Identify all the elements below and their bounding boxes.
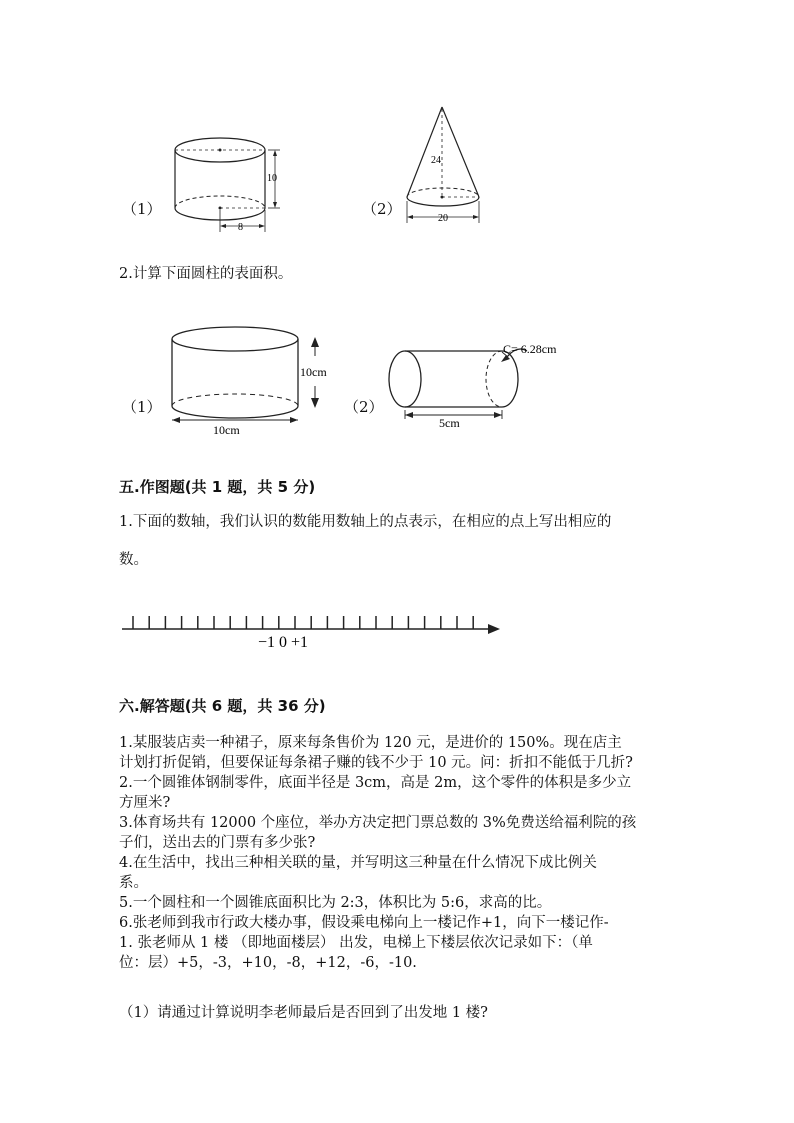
cone-diameter-label: 20 xyxy=(438,213,448,224)
question-line: 子们，送出去的门票有多少张? xyxy=(119,835,316,851)
figure-label-1: （1） xyxy=(122,200,162,218)
number-line-labels: −1 0 +1 xyxy=(258,634,309,651)
number-line-ticks xyxy=(133,616,473,629)
q2-figure-label-1: （1） xyxy=(122,398,162,416)
cone-figure xyxy=(400,105,500,230)
question-line: 2.一个圆锥体钢制零件，底面半径是 3cm，高是 2m，这个零件的体积是多少立 xyxy=(119,775,632,791)
cone-height-label: 24 xyxy=(431,155,441,166)
section-5-q1-line1: 1.下面的数轴，我们认识的数能用数轴上的点表示，在相应的点上写出相应的 xyxy=(119,514,612,530)
question-line: 6.张老师到我市行政大楼办事，假设乘电梯向上一楼记作+1，向下一楼记作- xyxy=(119,915,609,931)
cyl-radius-label: 8 xyxy=(238,222,243,233)
question-line: 位：层）+5，-3，+10，-8，+12，-6，-10. xyxy=(119,955,417,971)
cylinder-figure-1 xyxy=(160,128,290,238)
arrow-right-icon xyxy=(488,624,500,634)
question-line: 5.一个圆柱和一个圆锥底面积比为 2:3，体积比为 5:6，求高的比。 xyxy=(119,895,552,911)
figure-label-2: （2） xyxy=(362,200,402,218)
question-line: 3.体育场共有 12000 个座位，举办方决定把门票总数的 3%免费送给福利院的孩 xyxy=(119,815,637,831)
section-6-questions xyxy=(119,733,636,973)
q2-prompt: 2.计算下面圆柱的表面积。 xyxy=(119,266,293,282)
question-line: 1. 张老师从 1 楼 （即地面楼层） 出发，电梯上下楼层依次记录如下：（单 xyxy=(119,935,593,951)
cyl2-diameter-label: 10cm xyxy=(213,423,240,437)
cylinder-figure-2 xyxy=(165,322,345,437)
question-line: 4.在生活中，找出三种相关联的量，并写明这三种量在什么情况下成比例关 xyxy=(119,855,597,871)
question-line: 计划打折促销，但要保证每条裙子赚的钱不少于 10 元。问：折扣不能低于几折? xyxy=(119,755,633,771)
cyl2-height-label: 10cm xyxy=(300,365,327,379)
q2-figure-label-2: （2） xyxy=(344,398,384,416)
question-line: 方厘米? xyxy=(119,795,171,811)
cyl-height-label: 10 xyxy=(267,173,277,184)
section-5-heading: 五.作图题(共 1 题，共 5 分) xyxy=(119,478,316,496)
question-line: 1.某服装店卖一种裙子，原来每条售价为 120 元，是进价的 150%。现在店主 xyxy=(119,735,622,751)
question-line: 系。 xyxy=(119,875,148,891)
section-5-q1-line2: 数。 xyxy=(119,552,148,568)
section-6-heading: 六.解答题(共 6 题，共 36 分) xyxy=(119,697,326,715)
section-6-q6-sub1: （1）请通过计算说明李老师最后是否回到了出发地 1 楼? xyxy=(119,1005,488,1021)
cyl3-length-label: 5cm xyxy=(439,416,460,430)
number-line xyxy=(120,610,505,652)
cylinder-figure-3 xyxy=(385,335,575,435)
cyl3-circumference-label: C= 6.28cm xyxy=(503,342,557,356)
